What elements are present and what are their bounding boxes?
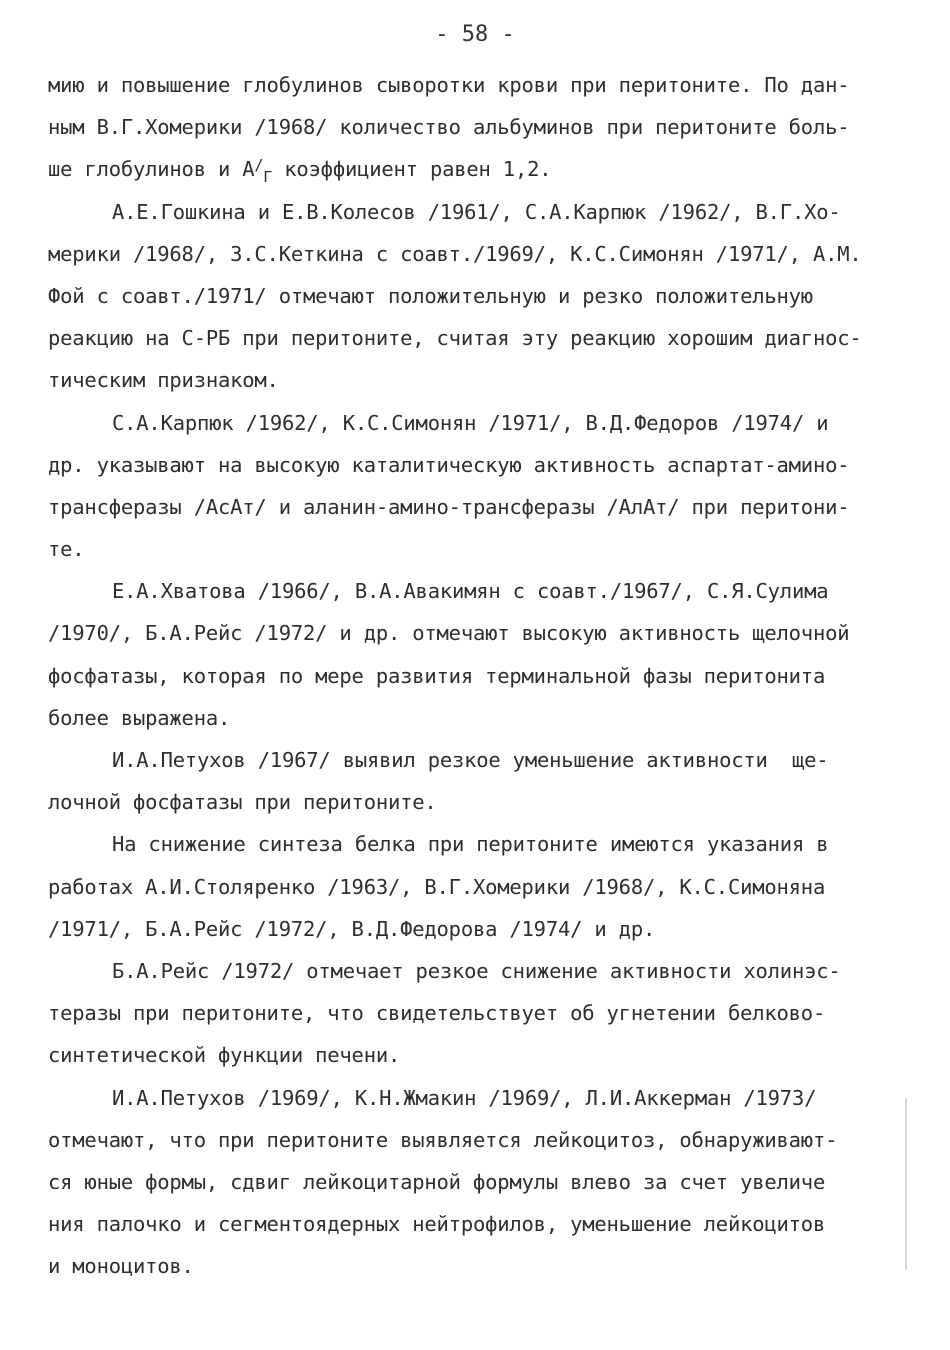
ratio-slash: / xyxy=(254,156,264,175)
text-line: А.Е.Гошкина и Е.В.Колесов /1961/, С.А.Карпюк /1962/, В.Г.Хо- xyxy=(112,199,841,224)
ratio-line-prefix: ше глобулинов и А xyxy=(48,157,255,182)
text-line: и моноцитов. xyxy=(48,1254,194,1279)
text-line: мию и повышение глобулинов сыворотки крови при перитоните. По дан- xyxy=(48,73,850,97)
text-line: И.А.Петухов /1969/, К.Н.Жмакин /1969/, Л.И.Аккерман /1973/ xyxy=(112,1085,817,1110)
text-line-ratio xyxy=(48,148,908,190)
text-line: реакцию на С-РБ при перитоните, считая эту реакцию хорошим диагнос- xyxy=(48,326,862,351)
text-line: др. указывают на высокую каталитическую активность аспартат-амино- xyxy=(48,452,850,477)
text-line: синтетической функции печени. xyxy=(48,1043,401,1068)
text-line: Б.А.Рейс /1972/ отмечает резкое снижение активности холинэс- xyxy=(112,958,841,983)
document-body xyxy=(48,64,908,1287)
ratio-subscript: Г xyxy=(263,168,273,187)
text-line: трансферазы /АсАт/ и аланин-амино-трансферазы /АлАт/ при перитони- xyxy=(48,494,850,519)
text-line: ся юные формы, сдвиг лейкоцитарной формулы влево за счет увеличе xyxy=(48,1169,826,1194)
text-line: И.А.Петухов /1967/ выявил резкое уменьшение активности ще- xyxy=(112,748,829,772)
text-line: работах А.И.Столяренко /1963/, В.Г.Хомерики /1968/, К.С.Симоняна xyxy=(48,874,826,899)
text-line: лочной фосфатазы при перитоните. xyxy=(48,790,437,815)
text-line: ния палочко и сегментоядерных нейтрофилов, уменьшение лейкоцитов xyxy=(48,1212,826,1237)
text-line: тическим признаком. xyxy=(48,368,279,393)
text-line: Фой с соавт./1971/ отмечают положительную и резко положительную xyxy=(48,283,813,308)
text-line: ным В.Г.Хомерики /1968/ количество альбуминов при перитоните боль- xyxy=(48,115,850,140)
text-line: теразы при перитоните, что свидетельствует об угнетении белково- xyxy=(48,1001,826,1026)
margin-line xyxy=(905,1098,907,1270)
ratio-line-suffix: коэффициент равен 1,2. xyxy=(272,157,552,182)
text-line: На снижение синтеза белка при перитоните имеются указания в xyxy=(112,832,829,857)
text-line: /1971/, Б.А.Рейс /1972/, В.Д.Федорова /1974/ и др. xyxy=(48,916,656,941)
text-line: /1970/, Б.А.Рейс /1972/ и др. отмечают высокую активность щелочной xyxy=(48,621,850,646)
text-line: те. xyxy=(48,537,85,562)
text-line: Е.А.Хватова /1966/, В.А.Авакимян с соавт./1967/, С.Я.Сулима xyxy=(112,579,829,604)
text-line: отмечают, что при перитоните выявляется лейкоцитоз, обнаруживают- xyxy=(48,1127,838,1152)
text-line: С.А.Карпюк /1962/, К.С.Симонян /1971/, В.Д.Федоров /1974/ и xyxy=(112,410,829,435)
text-line: мерики /1968/, З.С.Кеткина с соавт./1969/, К.С.Симонян /1971/, А.М. xyxy=(48,241,862,266)
page-number: - 58 - xyxy=(435,22,515,47)
text-line: фосфатазы, которая по мере развития терминальной фазы перитонита xyxy=(48,663,826,688)
text-line: более выражена. xyxy=(48,705,231,730)
